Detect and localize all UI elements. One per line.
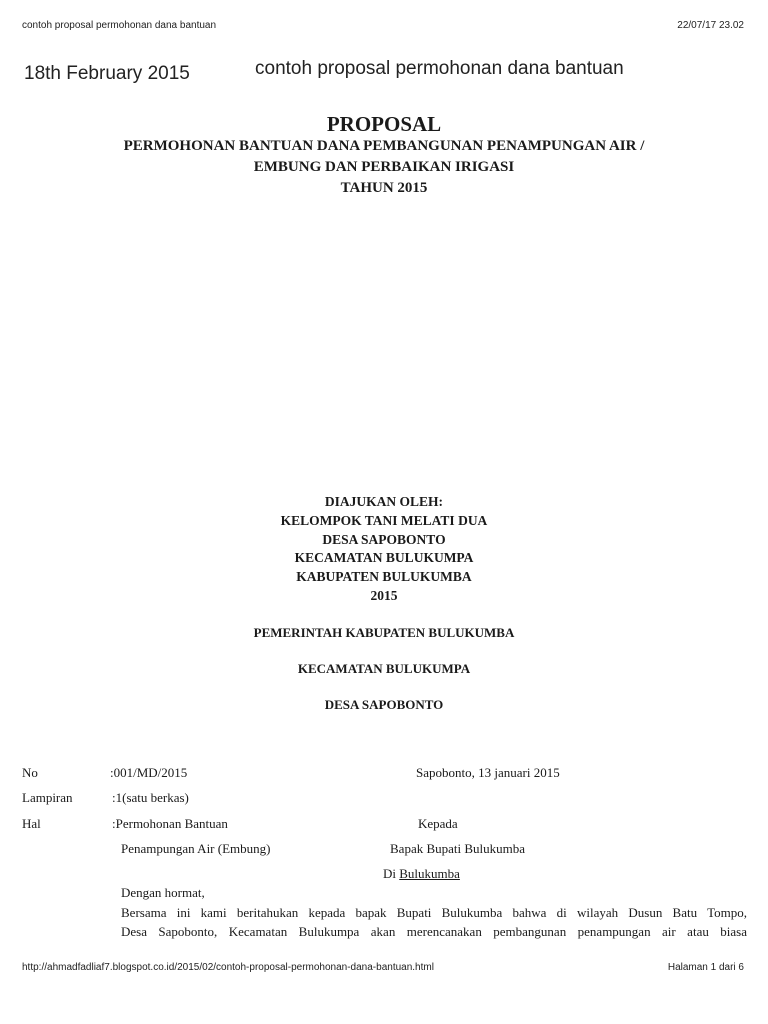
letter-place-date: Sapobonto, 13 januari 2015 xyxy=(416,765,560,780)
submitted-by-line: 2015 xyxy=(370,588,398,603)
gov-line-village: DESA SAPOBONTO xyxy=(324,697,444,712)
letter-lampiran-value: :1(satu berkas) xyxy=(112,790,189,805)
submitted-by-line: DESA SAPOBONTO xyxy=(322,532,446,547)
submitted-by-line: KABUPATEN BULUKUMBA xyxy=(296,569,472,584)
gov-line-regency: PEMERINTAH KABUPATEN BULUKUMBA xyxy=(253,625,515,640)
print-footer-page-info: Halaman 1 dari 6 xyxy=(667,962,744,973)
letter-lampiran-label: Lampiran xyxy=(22,790,73,805)
letter-body-line: Bersama ini kami beritahukan kepada bapak Bupati Bulukumba bahwa di wilayah Dusun Batu Tompo, xyxy=(121,905,747,920)
print-header-datetime: 22/07/17 23.02 xyxy=(677,20,744,31)
letter-body-line: Desa Sapobonto, Kecamatan Bulukumpa akan merencanakan pembangunan penampungan air atau biasa xyxy=(121,924,747,939)
letter-greeting: Dengan hormat, xyxy=(121,885,205,900)
print-header-title: contoh proposal permohonan dana bantuan xyxy=(22,20,217,31)
cover-subtitle-line2: EMBUNG DAN PERBAIKAN IRIGASI xyxy=(253,159,515,175)
submitted-by-line: KECAMATAN BULUKUMPA xyxy=(294,550,474,565)
letter-hal-value-cont: Penampungan Air (Embung) xyxy=(121,841,271,856)
letter-recipient: Bapak Bupati Bulukumba xyxy=(390,841,526,856)
letter-di-place-link[interactable]: Bulukumba xyxy=(399,866,460,881)
letter-di-prefix: Di xyxy=(383,866,396,881)
cover-subtitle-line1: PERMOHONAN BANTUAN DANA PEMBANGUNAN PENAMPUNGAN AIR / xyxy=(123,138,645,154)
proposal-heading: PROPOSAL xyxy=(326,112,442,136)
letter-no-value: :001/MD/2015 xyxy=(110,765,188,780)
post-date: 18th February 2015 xyxy=(24,63,190,84)
submitted-by-line: KELOMPOK TANI MELATI DUA xyxy=(280,513,488,528)
post-title[interactable]: contoh proposal permohonan dana bantuan xyxy=(255,58,624,79)
letter-hal-value: :Permohonan Bantuan xyxy=(112,816,228,831)
cover-year: TAHUN 2015 xyxy=(340,180,428,196)
print-footer-url: http://ahmadfadliaf7.blogspot.co.id/2015/02/contoh-proposal-permohonan-dana-bantuan.html xyxy=(22,962,434,973)
letter-di-line xyxy=(383,866,460,882)
letter-no-label: No xyxy=(22,765,38,780)
letter-hal-label: Hal xyxy=(22,816,41,831)
letter-kepada: Kepada xyxy=(418,816,458,831)
gov-line-district: KECAMATAN BULUKUMPA xyxy=(297,661,471,676)
submitted-by-line: DIAJUKAN OLEH: xyxy=(324,494,444,509)
